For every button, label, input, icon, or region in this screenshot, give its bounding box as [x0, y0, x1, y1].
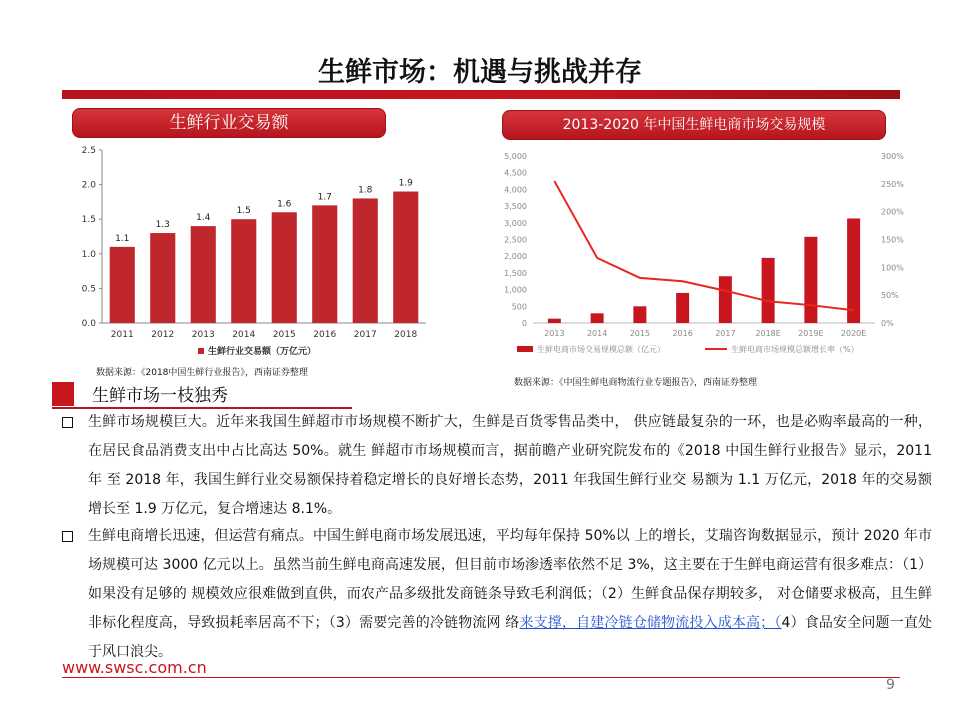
page-title: 生鲜市场：机遇与挑战并存 [318, 57, 642, 88]
legend-label: 生鲜行业交易额（万亿元） [208, 347, 317, 355]
legend-swatch-bar [517, 346, 533, 352]
square-bullet-icon [62, 531, 73, 542]
y-tick-label-left: 5,000 [504, 152, 527, 161]
x-tick-label: 2017 [715, 329, 736, 338]
y-tick-label-right: 50% [881, 291, 899, 301]
x-tick-label: 2017 [353, 330, 377, 340]
y-tick-label-left: 1,500 [504, 268, 527, 278]
chart-title-industry: 生鲜行业交易额 [72, 108, 386, 138]
bar [719, 276, 732, 323]
bar [191, 226, 216, 323]
section-title: 生鲜市场一枝独秀 [92, 386, 228, 406]
data-label: 1.5 [236, 206, 251, 217]
x-tick-label: 2013 [191, 330, 215, 340]
bullet-text [88, 522, 932, 667]
bar [548, 319, 561, 323]
y-tick-label-left: 500 [511, 302, 527, 312]
x-tick-label: 2015 [272, 330, 296, 340]
y-tick-label-left: 3,000 [504, 218, 527, 228]
x-tick-label: 2016 [672, 329, 693, 338]
source-note-ecommerce: 数据来源：《中国生鲜电商物流行业专题报告》，西南证券整理 [514, 378, 758, 388]
y-tick-label: 0.0 [81, 319, 96, 329]
source-note-industry: 数据来源：《2018中国生鲜行业报告》，西南证券整理 [96, 368, 308, 378]
y-tick-label-left: 4,000 [504, 185, 527, 195]
x-tick-label: 2011 [110, 330, 134, 340]
bar [591, 313, 604, 323]
y-tick-label: 0.5 [81, 284, 96, 295]
bullet-text-part: 生鲜电商增长迅速，但运营有痛点。中国生鲜电商市场发展迅速，平均每年保持 50%以 上的增长，艾瑞咨询数据显示，预计 2020 年市场规模可达 3000 亿元以上。虽然当前生鲜电商高速发展，但目前市场渗透率依然不足 3%，这主要在于生鲜电商运营有很多难点：（1）如果没有足够的 规模效应很难做到直供，而农产品多级批发商链条导致毛利润低；（2）生鲜食品保存期较多， 对仓储要求极高，且生鲜非标化程度高，导致损耗率居高不下；（3）需要完善的冷链物流网 络 [88, 528, 932, 631]
y-tick-label-left: 4,500 [504, 168, 527, 178]
y-tick-label: 1.5 [81, 215, 96, 226]
title-divider [62, 90, 900, 99]
data-label: 1.6 [277, 199, 292, 210]
x-tick-label: 2016 [313, 330, 337, 340]
bar [393, 192, 418, 323]
y-tick-label-right: 0% [881, 319, 894, 328]
y-tick-label-right: 250% [881, 179, 904, 189]
bar [231, 219, 256, 323]
combo-chart-ecommerce [495, 148, 915, 363]
y-tick-label-right: 100% [881, 263, 904, 273]
bullet-text: 生鲜市场规模巨大。近年来我国生鲜超市市场规模不断扩大，生鲜是百货零售品类中， 供应链最复杂的一环，也是必购率最高的一种，在居民食品消费支出中占比高达 50%。就生 鲜超市市场规模而言，据前瞻产业研究院发布的《2018 中国生鲜行业报告》显示，2011 年 至 2018 年，我国生鲜行业交易额保持着稳定增长的良好增长态势，2011 年我国生鲜行业交 易额为 1.1 万亿元，2018 年的交易额增长至 1.9 万亿元，复合增速达 8.1%。 [88, 414, 932, 517]
y-tick-label-left: 2,000 [504, 252, 527, 262]
bar [847, 218, 860, 323]
bar [110, 247, 135, 323]
y-tick-label-right: 150% [881, 235, 904, 245]
x-tick-label: 2018 [394, 330, 418, 340]
data-label: 1.1 [115, 233, 130, 244]
legend-label-bar: 生鲜电商市场交易规模总额（亿元） [537, 345, 665, 354]
y-tick-label: 2.5 [81, 146, 96, 156]
x-tick-label: 2014 [232, 330, 256, 340]
chart-ecommerce-volume [495, 148, 915, 363]
bar [633, 306, 646, 323]
bullet-text-part: 4）食品安全问题一直处于风口浪尖。 [88, 615, 933, 660]
y-tick-label-right: 200% [881, 207, 904, 217]
footer-divider [62, 677, 900, 678]
footer-url[interactable]: www.swsc.com.cn [62, 658, 207, 677]
data-label: 1.3 [155, 220, 170, 231]
legend-label-line: 生鲜电商市场规模总额增长率（%） [731, 345, 859, 354]
y-tick-label-right: 300% [881, 152, 904, 161]
x-tick-label: 2020E [840, 329, 867, 338]
chart-industry-volume [70, 140, 440, 355]
data-label: 1.4 [196, 213, 211, 224]
y-tick-label: 2.0 [81, 180, 96, 191]
x-tick-label: 2013 [544, 329, 565, 338]
legend-swatch [198, 348, 204, 354]
bar [150, 233, 175, 323]
y-tick-label-left: 0 [521, 319, 527, 328]
square-bullet-icon [62, 417, 73, 428]
y-tick-label-left: 3,500 [504, 202, 527, 212]
data-label: 1.8 [358, 185, 373, 196]
bar [272, 212, 297, 323]
bar [762, 258, 775, 323]
bullet-item [62, 408, 932, 524]
bar-chart-industry [70, 140, 440, 355]
x-tick-label: 2018E [755, 329, 781, 338]
y-tick-label-left: 2,500 [504, 235, 527, 245]
x-tick-label: 2012 [151, 330, 175, 340]
inline-link[interactable]: 来支撑，自建冷链仓储物流投入成本高；（ [519, 615, 782, 631]
x-tick-label: 2015 [629, 329, 651, 338]
x-tick-label: 2019E [798, 329, 824, 338]
page-number: 9 [886, 677, 895, 693]
data-label: 1.7 [317, 192, 332, 203]
bar [312, 205, 337, 323]
y-tick-label: 1.0 [81, 249, 96, 260]
data-label: 1.9 [398, 178, 413, 189]
bar [676, 293, 689, 323]
chart-title-ecommerce: 2013-2020 年中国生鲜电商市场交易规模 [502, 110, 886, 140]
section-marker [52, 382, 74, 406]
x-tick-label: 2014 [586, 329, 608, 338]
y-tick-label-left: 1,000 [504, 285, 527, 295]
bar [353, 198, 378, 323]
bar [804, 237, 817, 323]
bullet-item [62, 522, 932, 667]
